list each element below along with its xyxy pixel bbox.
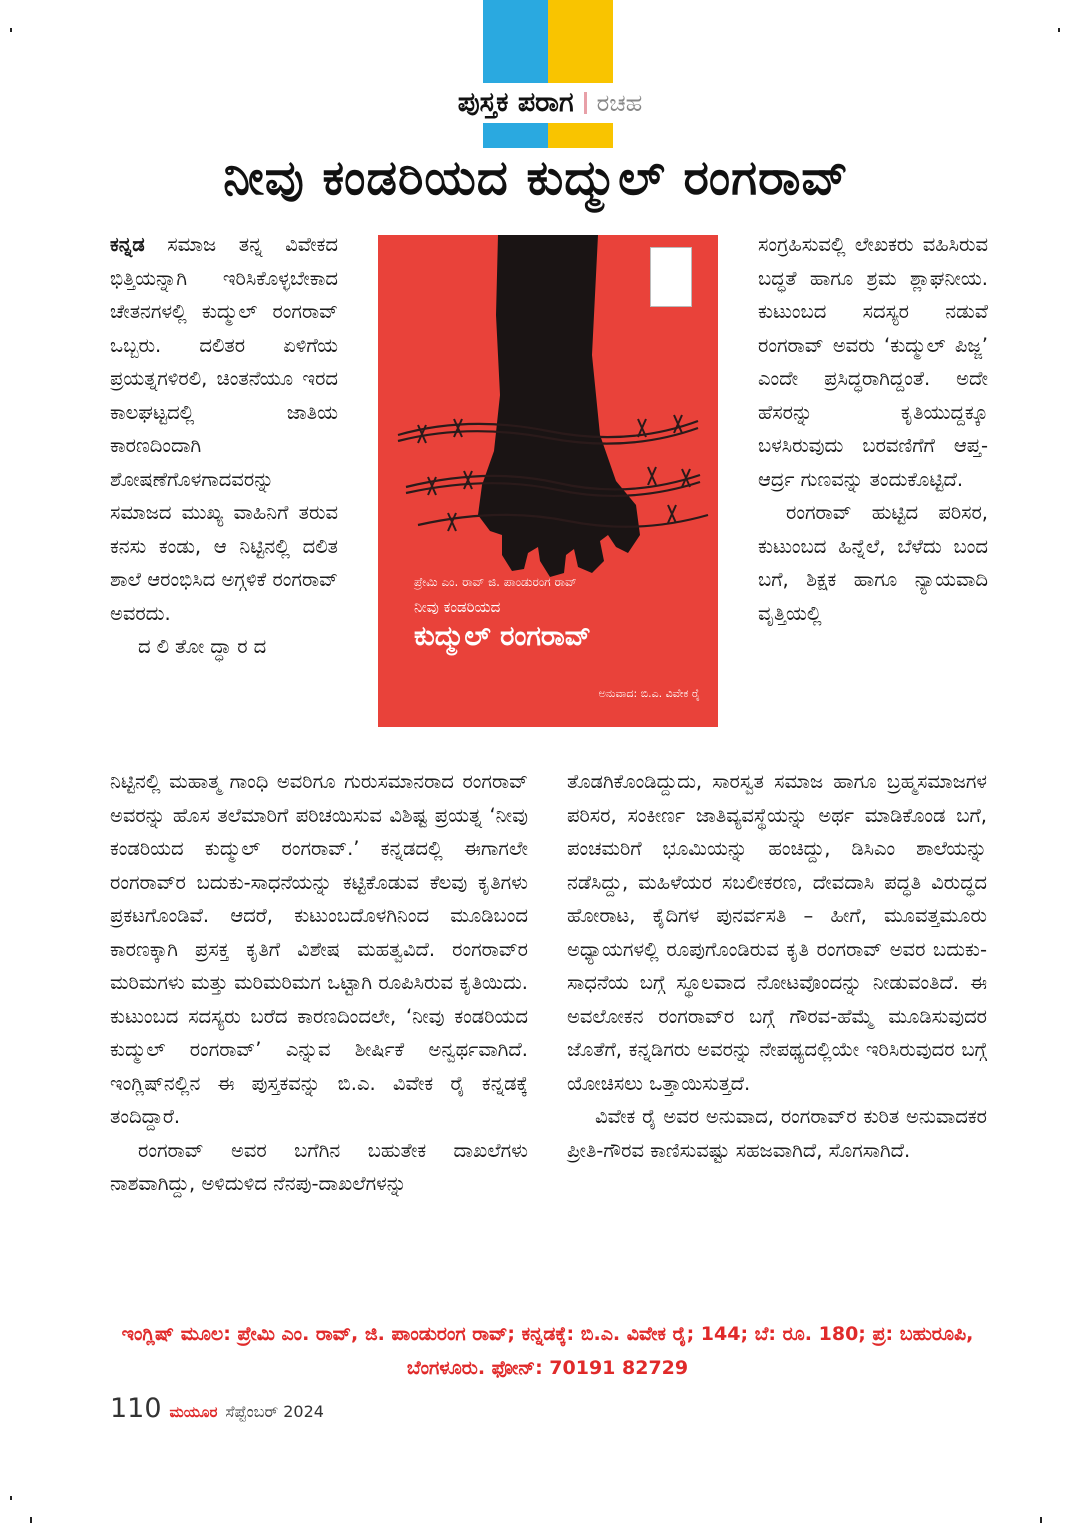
section-logo-yellow-block (548, 0, 613, 148)
paragraph-text: ಸಮಾಜ ತನ್ನ ವಿವೇಕದ ಭಿತ್ತಿಯನ್ನಾಗಿ ಇರಿಸಿಕೊಳ್ಳಬೇಕಾದ ಚೇತನಗಳಲ್ಲಿ ಕುದ್ಮುಲ್ ರಂಗರಾವ್ ಒಬ್ಬರು. ದಲಿತರ ಏಳಿಗೆಯ ಪ್ರಯತ್ನಗಳಿರಲಿ, ಚಿಂತನೆಯೂ ಇರದ ಕಾಲಘಟ್ಟದಲ್ಲಿ ಜಾತಿಯ ಕಾರಣದಿಂದಾಗಿ ಶೋಷಣೆಗೊಳಗಾದವರನ್ನು ಸಮಾಜದ ಮುಖ್ಯ ವಾಹಿನಿಗೆ ತರುವ ಕನಸು ಕಂಡು, ಆ ನಿಟ್ಟಿನಲ್ಲಿ ದಲಿತ ಶಾಲೆ ಆರಂಭಿಸಿದ ಅಗ್ಗಳಿಕೆ ರಂಗರಾವ್ ಅವರದು. (110, 233, 338, 625)
article-column-right-top (758, 228, 988, 630)
page-number: 110 (110, 1393, 162, 1424)
paragraph (110, 228, 338, 630)
lead-word: ಕನ್ನಡ (110, 233, 145, 256)
paragraph: ರಂಗರಾವ್ ಅವರ ಬಗೆಗಿನ ಬಹುತೇಕ ದಾಖಲೆಗಳು ನಾಶವಾಗಿದ್ದು, ಅಳಿದುಳಿದ ನೆನಪು-ದಾಖಲೆಗಳನ್ನು (110, 1138, 528, 1195)
section-title: ಪುಸ್ತಕ ಪರಾಗ (457, 87, 574, 118)
article-column-bottom-right (567, 765, 987, 1167)
cover-title-line-2: ಕುದ್ಮುಲ್ ರಂಗರಾವ್ (414, 621, 591, 652)
crop-mark (30, 1517, 32, 1523)
crop-mark (1040, 1517, 1042, 1523)
cover-translator: ಅನುವಾದ: ಬಿ.ಎ. ವಿವೇಕ ರೈ (598, 687, 700, 700)
cover-title-line-1: ನೀವು ಕಂಡರಿಯದ (414, 598, 501, 616)
crop-mark (10, 1496, 12, 1500)
issue-date: ಸೆಪ್ಟೆಂಬರ್ 2024 (225, 1402, 324, 1421)
paragraph: ವಿವೇಕ ರೈ ಅವರ ಅನುವಾದ, ರಂಗರಾವ್‌ರ ಕುರಿತ ಅನುವಾದಕರ ಪ್ರೀತಿ-ಗೌರವ ಕಾಣಿಸುವಷ್ಟು ಸಹಜವಾಗಿದೆ, ಸೊಗಸಾಗಿದೆ. (567, 1105, 987, 1162)
foot-barbed-wire-illustration (378, 235, 718, 727)
book-cover-image (378, 235, 718, 727)
book-credits: ಇಂಗ್ಲಿಷ್ ಮೂಲ: ಪ್ರೇಮಿ ಎಂ. ರಾವ್, ಜಿ. ಪಾಂಡುರಂಗ ರಾವ್; ಕನ್ನಡಕ್ಕೆ: ಬಿ.ಎ. ವಿವೇಕ ರೈ; 144; ಬೆ: ರೂ. 180; ಪ್ರ: ಬಹುರೂಪಿ, ಬೆಂಗಳೂರು. ಫೋನ್: 70191 82729 (121, 1323, 974, 1379)
section-divider (584, 92, 587, 114)
article-headline: ನೀವು ಕಂಡರಿಯದ ಕುದ್ಮುಲ್ ರಂಗರಾವ್ (223, 150, 849, 206)
article-column-bottom-left (110, 765, 528, 1201)
paragraph: ಸಂಗ್ರಹಿಸುವಲ್ಲಿ ಲೇಖಕರು ವಹಿಸಿರುವ ಬದ್ಧತೆ ಹಾಗೂ ಶ್ರಮ ಶ್ಲಾಘನೀಯ. ಕುಟುಂಬದ ಸದಸ್ಯರ ನಡುವೆ ರಂಗರಾವ್ ಅವರು ‘ಕುದ್ಮುಲ್ ಪಿಜ್ಜ’ ಎಂದೇ ಪ್ರಸಿದ್ಧರಾಗಿದ್ದಂತೆ. ಅದೇ ಹೆಸರನ್ನು ಕೃತಿಯುದ್ದಕ್ಕೂ ಬಳಸಿರುವುದು ಬರವಣಿಗೆಗೆ ಆಪ್ತ-ಆರ್ದ್ರ ಗುಣವನ್ನು ತಂದುಕೊಟ್ಟಿದೆ. (758, 233, 988, 491)
magazine-name: ಮಯೂರ (169, 1403, 218, 1421)
page-footer (110, 1393, 324, 1424)
article-column-left-top (110, 228, 338, 664)
paragraph: ತೊಡಗಿಕೊಂಡಿದ್ದುದು, ಸಾರಸ್ವತ ಸಮಾಜ ಹಾಗೂ ಬ್ರಹ್ಮಸಮಾಜಗಳ ಪರಿಸರ, ಸಂಕೀರ್ಣ ಜಾತಿವ್ಯವಸ್ಥೆಯನ್ನು ಅರ್ಥ ಮಾಡಿಕೊಂಡ ಬಗೆ, ಪಂಚಮರಿಗೆ ಭೂಮಿಯನ್ನು ಹಂಚಿದ್ದು, ಡಿಸಿಎಂ ಶಾಲೆಯನ್ನು ನಡೆಸಿದ್ದು, ಮಹಿಳೆಯರ ಸಬಲೀಕರಣ, ದೇವದಾಸಿ ಪದ್ಧತಿ ವಿರುದ್ಧದ ಹೋರಾಟ, ಕೈದಿಗಳ ಪುನರ್ವಸತಿ – ಹೀಗೆ, ಮೂವತ್ತಮೂರು ಅಧ್ಯಾಯಗಳಲ್ಲಿ ರೂಪುಗೊಂಡಿರುವ ಕೃತಿ ರಂಗರಾವ್ ಅವರ ಬದುಕು-ಸಾಧನೆಯ ಬಗ್ಗೆ ಸ್ಥೂಲವಾದ ನೋಟವೊಂದನ್ನು ನೀಡುವಂತಿದೆ. ಈ ಅವಲೋಕನ ರಂಗರಾವ್‌ರ ಬಗ್ಗೆ ಗೌರವ-ಹೆಮ್ಮೆ ಮೂಡಿಸುವುದರ ಜೊತೆಗೆ, ಕನ್ನಡಿಗರು ಅವರನ್ನು ನೇಪಥ್ಯದಲ್ಲಿಯೇ ಇರಿಸಿರುವುದರ ಬಗ್ಗೆ ಯೋಚಿಸಲು ಒತ್ತಾಯಿಸುತ್ತದೆ. (567, 770, 987, 1095)
paragraph-start: ದಲಿತೋದ್ಧಾರದ (138, 635, 273, 658)
section-logo-blue-block (483, 0, 548, 148)
cover-author-names: ಪ್ರೇಮಿ ಎಂ. ರಾವ್ ಜಿ. ಪಾಂಡುರಂಗ ರಾವ್ (414, 575, 577, 589)
crop-mark (1058, 28, 1060, 32)
section-subtitle: ರಚಹ (596, 89, 643, 117)
publisher-logo (650, 247, 692, 307)
paragraph: ನಿಟ್ಟಿನಲ್ಲಿ ಮಹಾತ್ಮ ಗಾಂಧಿ ಅವರಿಗೂ ಗುರುಸಮಾನರಾದ ರಂಗರಾವ್ ಅವರನ್ನು ಹೊಸ ತಲೆಮಾರಿಗೆ ಪರಿಚಯಿಸುವ ವಿಶಿಷ್ಟ ಪ್ರಯತ್ನ ‘ನೀವು ಕಂಡರಿಯದ ಕುದ್ಮುಲ್ ರಂಗರಾವ್.’ ಕನ್ನಡದಲ್ಲಿ ಈಗಾಗಲೇ ರಂಗರಾವ್‌ರ ಬದುಕು-ಸಾಧನೆಯನ್ನು ಕಟ್ಟಿಕೊಡುವ ಕೆಲವು ಕೃತಿಗಳು ಪ್ರಕಟಗೊಂಡಿವೆ. ಆದರೆ, ಕುಟುಂಬದೊಳಗಿನಿಂದ ಮೂಡಿಬಂದ ಕಾರಣಕ್ಕಾಗಿ ಪ್ರಸಕ್ತ ಕೃತಿಗೆ ವಿಶೇಷ ಮಹತ್ವವಿದೆ. ರಂಗರಾವ್‌ರ ಮರಿಮಗಳು ಮತ್ತು ಮರಿಮರಿಮಗ ಒಟ್ಟಾಗಿ ರೂಪಿಸಿರುವ ಕೃತಿಯಿದು. ಕುಟುಂಬದ ಸದಸ್ಯರು ಬರೆದ ಕಾರಣದಿಂದಲೇ, ‘ನೀವು ಕಂಡರಿಯದ ಕುದ್ಮುಲ್ ರಂಗರಾವ್’ ಎನ್ನುವ ಶೀರ್ಷಿಕೆ ಅನ್ವರ್ಥವಾಗಿದೆ. ಇಂಗ್ಲಿಷ್‌ನಲ್ಲಿನ ಈ ಪುಸ್ತಕವನ್ನು ಬಿ.ಎ. ವಿವೇಕ ರೈ ಕನ್ನಡಕ್ಕೆ ತಂದಿದ್ದಾರೆ. (110, 770, 528, 1128)
paragraph: ರಂಗರಾವ್ ಹುಟ್ಟಿದ ಪರಿಸರ, ಕುಟುಂಬದ ಹಿನ್ನೆಲೆ, ಬೆಳೆದು ಬಂದ ಬಗೆ, ಶಿಕ್ಷಕ ಹಾಗೂ ನ್ಯಾಯವಾದಿ ವೃತ್ತಿಯಲ್ಲಿ (758, 501, 988, 625)
section-header (400, 83, 700, 123)
crop-mark (10, 28, 12, 32)
